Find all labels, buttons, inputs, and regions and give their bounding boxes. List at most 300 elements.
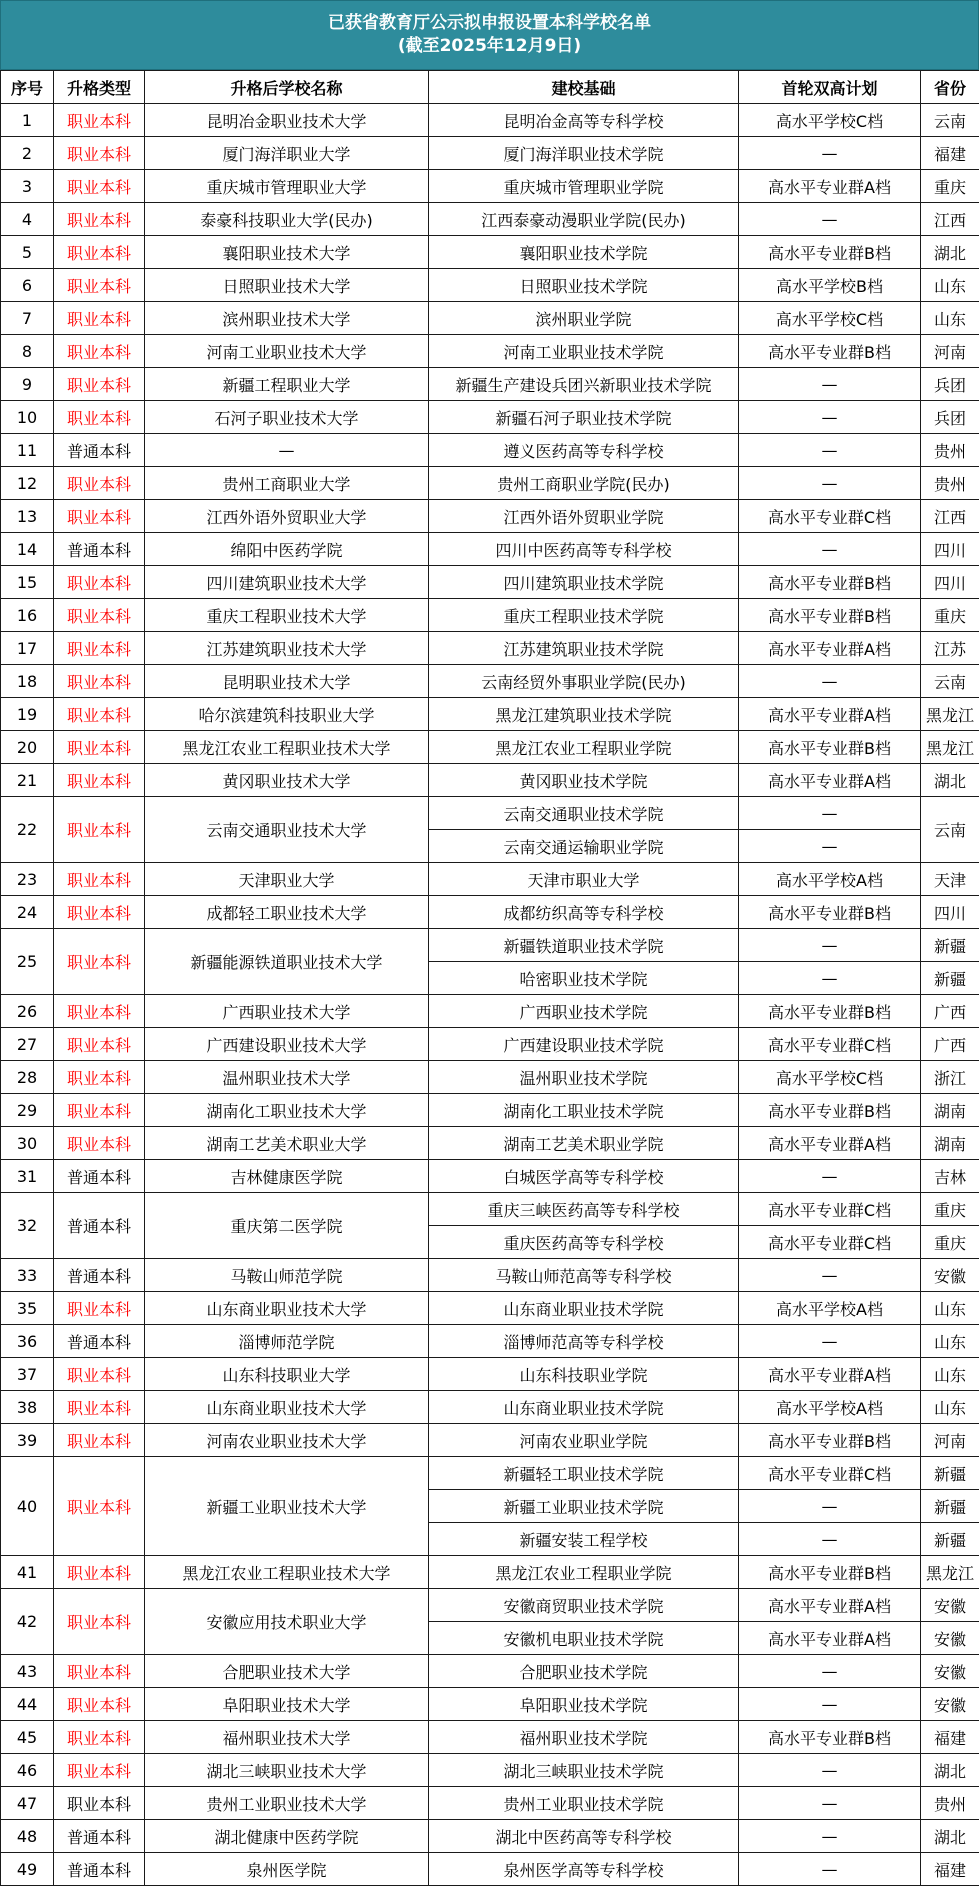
base-institution: 四川建筑职业技术学院 (429, 566, 739, 599)
base-institution: 淄博师范高等专科学校 (429, 1325, 739, 1358)
school-name: 泰豪科技职业大学(民办) (145, 203, 429, 236)
table-row (1, 1160, 979, 1193)
school-name: 黑龙江农业工程职业技术大学 (145, 1556, 429, 1589)
school-name: 贵州工商职业大学 (145, 467, 429, 500)
upgrade-type: 职业本科 (54, 1787, 145, 1820)
upgrade-type: 职业本科 (54, 1127, 145, 1160)
province: 安徽 (921, 1622, 979, 1655)
double-high-plan: — (739, 137, 921, 170)
school-name: 滨州职业技术大学 (145, 302, 429, 335)
province: 黑龙江 (921, 1556, 979, 1589)
base-institution: 江西泰豪动漫职业学院(民办) (429, 203, 739, 236)
table-row (1, 896, 979, 929)
province: 湖北 (921, 1820, 979, 1853)
table-row (1, 665, 979, 698)
row-number: 2 (1, 137, 54, 170)
double-high-plan: — (739, 1490, 921, 1523)
upgrade-type: 职业本科 (54, 929, 145, 995)
province: 河南 (921, 1424, 979, 1457)
upgrade-type: 职业本科 (54, 104, 145, 137)
school-name: 湖南化工职业技术大学 (145, 1094, 429, 1127)
school-name: 哈尔滨建筑科技职业大学 (145, 698, 429, 731)
school-name: 湖北三峡职业技术大学 (145, 1754, 429, 1787)
school-name: 绵阳中医药学院 (145, 533, 429, 566)
school-name: 黄冈职业技术大学 (145, 764, 429, 797)
table-row (1, 137, 979, 170)
base-institution: 新疆工业职业技术学院 (429, 1490, 739, 1523)
row-number: 6 (1, 269, 54, 302)
province: 福建 (921, 1853, 979, 1886)
base-institution: 重庆城市管理职业学院 (429, 170, 739, 203)
upgrade-type: 职业本科 (54, 1721, 145, 1754)
double-high-plan: 高水平专业群B档 (739, 995, 921, 1028)
province: 湖南 (921, 1094, 979, 1127)
province: 云南 (921, 665, 979, 698)
row-number: 5 (1, 236, 54, 269)
double-high-plan: — (739, 1655, 921, 1688)
school-name: 河南工业职业技术大学 (145, 335, 429, 368)
province: 贵州 (921, 434, 979, 467)
upgrade-type: 普通本科 (54, 1820, 145, 1853)
double-high-plan: — (739, 665, 921, 698)
row-number: 26 (1, 995, 54, 1028)
school-name: 山东科技职业大学 (145, 1358, 429, 1391)
double-high-plan: 高水平专业群B档 (739, 896, 921, 929)
province: 湖北 (921, 1754, 979, 1787)
upgrade-type: 职业本科 (54, 500, 145, 533)
school-name: 重庆第二医学院 (145, 1193, 429, 1259)
table-row (1, 1325, 979, 1358)
table-row (1, 599, 979, 632)
base-institution: 云南交通职业技术学院 (429, 797, 739, 830)
province: 山东 (921, 1325, 979, 1358)
upgrade-type: 职业本科 (54, 632, 145, 665)
double-high-plan: 高水平学校C档 (739, 1061, 921, 1094)
table-row (1, 533, 979, 566)
province: 云南 (921, 797, 979, 863)
school-name: 山东商业职业技术大学 (145, 1391, 429, 1424)
province: 云南 (921, 104, 979, 137)
title-banner (0, 0, 979, 70)
province: 广西 (921, 995, 979, 1028)
row-number: 12 (1, 467, 54, 500)
school-name: 吉林健康医学院 (145, 1160, 429, 1193)
province: 四川 (921, 896, 979, 929)
base-institution: 滨州职业学院 (429, 302, 739, 335)
table-row (1, 1193, 979, 1226)
double-high-plan: — (739, 962, 921, 995)
upgrade-type: 职业本科 (54, 368, 145, 401)
upgrade-type: 职业本科 (54, 236, 145, 269)
row-number: 27 (1, 1028, 54, 1061)
double-high-plan: 高水平专业群C档 (739, 1193, 921, 1226)
double-high-plan: — (739, 1853, 921, 1886)
base-institution: 福州职业技术学院 (429, 1721, 739, 1754)
table-row (1, 797, 979, 830)
table-row (1, 1556, 979, 1589)
double-high-plan: — (739, 1325, 921, 1358)
province: 天津 (921, 863, 979, 896)
row-number: 3 (1, 170, 54, 203)
upgrade-type: 普通本科 (54, 1853, 145, 1886)
row-number: 19 (1, 698, 54, 731)
upgrade-type: 职业本科 (54, 863, 145, 896)
double-high-plan: 高水平学校C档 (739, 104, 921, 137)
upgrade-type: 职业本科 (54, 1094, 145, 1127)
header-type: 升格类型 (54, 71, 145, 104)
upgrade-type: 普通本科 (54, 533, 145, 566)
table-row (1, 929, 979, 962)
row-number: 36 (1, 1325, 54, 1358)
school-name: 山东商业职业技术大学 (145, 1292, 429, 1325)
base-institution: 广西职业技术学院 (429, 995, 739, 1028)
upgrade-type: 职业本科 (54, 995, 145, 1028)
province: 山东 (921, 1292, 979, 1325)
school-name: 贵州工业职业技术大学 (145, 1787, 429, 1820)
row-number: 20 (1, 731, 54, 764)
school-name: 淄博师范学院 (145, 1325, 429, 1358)
row-number: 31 (1, 1160, 54, 1193)
table-row (1, 995, 979, 1028)
upgrade-type: 职业本科 (54, 1391, 145, 1424)
table-row (1, 1589, 979, 1622)
upgrade-type: 职业本科 (54, 467, 145, 500)
province: 新疆 (921, 1490, 979, 1523)
row-number: 30 (1, 1127, 54, 1160)
province: 山东 (921, 269, 979, 302)
school-name: 江西外语外贸职业大学 (145, 500, 429, 533)
row-number: 4 (1, 203, 54, 236)
province: 黑龙江 (921, 731, 979, 764)
school-name: 湖南工艺美术职业大学 (145, 1127, 429, 1160)
upgrade-type: 职业本科 (54, 1028, 145, 1061)
table-row (1, 335, 979, 368)
base-institution: 泉州医学高等专科学校 (429, 1853, 739, 1886)
base-institution: 黑龙江建筑职业技术学院 (429, 698, 739, 731)
school-name: 新疆工业职业技术大学 (145, 1457, 429, 1556)
row-number: 29 (1, 1094, 54, 1127)
table-row (1, 698, 979, 731)
row-number: 43 (1, 1655, 54, 1688)
base-institution: 山东科技职业学院 (429, 1358, 739, 1391)
double-high-plan: — (739, 929, 921, 962)
table-row (1, 1094, 979, 1127)
base-institution: 湖北三峡职业技术学院 (429, 1754, 739, 1787)
double-high-plan: — (739, 467, 921, 500)
base-institution: 厦门海洋职业技术学院 (429, 137, 739, 170)
province: 安徽 (921, 1259, 979, 1292)
table-row (1, 1127, 979, 1160)
table-row (1, 170, 979, 203)
double-high-plan: 高水平专业群A档 (739, 632, 921, 665)
row-number: 23 (1, 863, 54, 896)
base-institution: 白城医学高等专科学校 (429, 1160, 739, 1193)
table-row (1, 1754, 979, 1787)
header-province: 省份 (921, 71, 979, 104)
double-high-plan: 高水平专业群C档 (739, 1226, 921, 1259)
province: 新疆 (921, 929, 979, 962)
province: 安徽 (921, 1688, 979, 1721)
base-institution: 安徽商贸职业技术学院 (429, 1589, 739, 1622)
upgrade-type: 普通本科 (54, 434, 145, 467)
double-high-plan: 高水平专业群B档 (739, 599, 921, 632)
header-plan: 首轮双高计划 (739, 71, 921, 104)
double-high-plan: 高水平专业群B档 (739, 236, 921, 269)
table-row (1, 1688, 979, 1721)
base-institution: 重庆三峡医药高等专科学校 (429, 1193, 739, 1226)
upgrade-type: 职业本科 (54, 1358, 145, 1391)
school-name: 重庆城市管理职业大学 (145, 170, 429, 203)
school-name: 湖北健康中医药学院 (145, 1820, 429, 1853)
row-number: 1 (1, 104, 54, 137)
header-row (1, 71, 979, 104)
school-name: 新疆工程职业大学 (145, 368, 429, 401)
province: 福建 (921, 137, 979, 170)
base-institution: 昆明冶金高等专科学校 (429, 104, 739, 137)
upgrade-type: 职业本科 (54, 797, 145, 863)
base-institution: 重庆工程职业技术学院 (429, 599, 739, 632)
school-name: 福州职业技术大学 (145, 1721, 429, 1754)
school-name: 安徽应用技术职业大学 (145, 1589, 429, 1655)
row-number: 8 (1, 335, 54, 368)
base-institution: 天津市职业大学 (429, 863, 739, 896)
double-high-plan: — (739, 203, 921, 236)
row-number: 42 (1, 1589, 54, 1655)
province: 新疆 (921, 1523, 979, 1556)
upgrade-type: 普通本科 (54, 1160, 145, 1193)
province: 山东 (921, 1358, 979, 1391)
upgrade-type: 职业本科 (54, 401, 145, 434)
upgrade-type: 职业本科 (54, 302, 145, 335)
table-row (1, 302, 979, 335)
table-row (1, 500, 979, 533)
upgrade-type: 职业本科 (54, 698, 145, 731)
base-institution: 安徽机电职业技术学院 (429, 1622, 739, 1655)
school-name: 石河子职业技术大学 (145, 401, 429, 434)
school-name: 合肥职业技术大学 (145, 1655, 429, 1688)
double-high-plan: 高水平专业群A档 (739, 1622, 921, 1655)
double-high-plan: — (739, 1259, 921, 1292)
upgrade-type: 职业本科 (54, 1754, 145, 1787)
table-row (1, 1787, 979, 1820)
school-name: 四川建筑职业技术大学 (145, 566, 429, 599)
header-base: 建校基础 (429, 71, 739, 104)
row-number: 46 (1, 1754, 54, 1787)
title-line-2: (截至2025年12月9日) (397, 36, 582, 56)
row-number: 40 (1, 1457, 54, 1556)
double-high-plan: 高水平学校A档 (739, 1391, 921, 1424)
table-row (1, 1721, 979, 1754)
table-row (1, 1292, 979, 1325)
table-row (1, 1853, 979, 1886)
double-high-plan: — (739, 797, 921, 830)
double-high-plan: 高水平学校A档 (739, 863, 921, 896)
school-name: 温州职业技术大学 (145, 1061, 429, 1094)
row-number: 11 (1, 434, 54, 467)
base-institution: 温州职业技术学院 (429, 1061, 739, 1094)
row-number: 41 (1, 1556, 54, 1589)
header-school: 升格后学校名称 (145, 71, 429, 104)
upgrade-type: 普通本科 (54, 1193, 145, 1259)
table-row (1, 236, 979, 269)
base-institution: 江西外语外贸职业学院 (429, 500, 739, 533)
upgrade-type: 职业本科 (54, 1424, 145, 1457)
base-institution: 湖南化工职业技术学院 (429, 1094, 739, 1127)
province: 河南 (921, 335, 979, 368)
base-institution: 哈密职业技术学院 (429, 962, 739, 995)
province: 湖北 (921, 764, 979, 797)
double-high-plan: 高水平专业群A档 (739, 698, 921, 731)
school-name: 重庆工程职业技术大学 (145, 599, 429, 632)
base-institution: 新疆铁道职业技术学院 (429, 929, 739, 962)
upgrade-type: 职业本科 (54, 170, 145, 203)
upgrade-type: 职业本科 (54, 764, 145, 797)
upgrade-type: 职业本科 (54, 269, 145, 302)
base-institution: 云南经贸外事职业学院(民办) (429, 665, 739, 698)
base-institution: 马鞍山师范高等专科学校 (429, 1259, 739, 1292)
base-institution: 新疆轻工职业技术学院 (429, 1457, 739, 1490)
base-institution: 湖南工艺美术职业学院 (429, 1127, 739, 1160)
school-name: 马鞍山师范学院 (145, 1259, 429, 1292)
row-number: 22 (1, 797, 54, 863)
school-name: 襄阳职业技术大学 (145, 236, 429, 269)
province: 浙江 (921, 1061, 979, 1094)
province: 江西 (921, 203, 979, 236)
row-number: 15 (1, 566, 54, 599)
base-institution: 黑龙江农业工程职业学院 (429, 1556, 739, 1589)
province: 兵团 (921, 401, 979, 434)
school-name: 江苏建筑职业技术大学 (145, 632, 429, 665)
double-high-plan: 高水平专业群C档 (739, 1457, 921, 1490)
row-number: 16 (1, 599, 54, 632)
province: 江苏 (921, 632, 979, 665)
school-name: 广西职业技术大学 (145, 995, 429, 1028)
double-high-plan: 高水平专业群A档 (739, 1358, 921, 1391)
base-institution: 黄冈职业技术学院 (429, 764, 739, 797)
table-row (1, 1424, 979, 1457)
school-name: 成都轻工职业技术大学 (145, 896, 429, 929)
upgrade-type: 职业本科 (54, 1292, 145, 1325)
row-number: 38 (1, 1391, 54, 1424)
school-name: 泉州医学院 (145, 1853, 429, 1886)
row-number: 37 (1, 1358, 54, 1391)
double-high-plan: 高水平学校C档 (739, 302, 921, 335)
table-row (1, 1457, 979, 1490)
upgrade-type: 职业本科 (54, 203, 145, 236)
double-high-plan: — (739, 1688, 921, 1721)
row-number: 18 (1, 665, 54, 698)
upgrade-type: 职业本科 (54, 1589, 145, 1655)
row-number: 28 (1, 1061, 54, 1094)
base-institution: 合肥职业技术学院 (429, 1655, 739, 1688)
row-number: 47 (1, 1787, 54, 1820)
province: 安徽 (921, 1655, 979, 1688)
table-row (1, 401, 979, 434)
base-institution: 遵义医药高等专科学校 (429, 434, 739, 467)
table-row (1, 1391, 979, 1424)
base-institution: 黑龙江农业工程职业学院 (429, 731, 739, 764)
province: 新疆 (921, 962, 979, 995)
table-row (1, 467, 979, 500)
base-institution: 云南交通运输职业学院 (429, 830, 739, 863)
table-row (1, 368, 979, 401)
row-number: 25 (1, 929, 54, 995)
province: 江西 (921, 500, 979, 533)
table-row (1, 764, 979, 797)
table-row (1, 203, 979, 236)
table-row (1, 863, 979, 896)
table-row (1, 104, 979, 137)
row-number: 49 (1, 1853, 54, 1886)
double-high-plan: — (739, 434, 921, 467)
table-row (1, 731, 979, 764)
base-institution: 江苏建筑职业技术学院 (429, 632, 739, 665)
double-high-plan: 高水平专业群B档 (739, 1556, 921, 1589)
base-institution: 贵州工商职业学院(民办) (429, 467, 739, 500)
base-institution: 日照职业技术学院 (429, 269, 739, 302)
row-number: 33 (1, 1259, 54, 1292)
province: 贵州 (921, 467, 979, 500)
base-institution: 河南工业职业技术学院 (429, 335, 739, 368)
table-row (1, 1028, 979, 1061)
province: 吉林 (921, 1160, 979, 1193)
double-high-plan: 高水平学校B档 (739, 269, 921, 302)
upgrade-type: 职业本科 (54, 665, 145, 698)
base-institution: 山东商业职业技术学院 (429, 1391, 739, 1424)
header-no: 序号 (1, 71, 54, 104)
double-high-plan: — (739, 1787, 921, 1820)
school-name: 天津职业大学 (145, 863, 429, 896)
row-number: 45 (1, 1721, 54, 1754)
table-row (1, 1820, 979, 1853)
province: 福建 (921, 1721, 979, 1754)
double-high-plan: 高水平专业群B档 (739, 1721, 921, 1754)
row-number: 14 (1, 533, 54, 566)
table-row (1, 566, 979, 599)
double-high-plan: 高水平专业群A档 (739, 1589, 921, 1622)
school-name: 厦门海洋职业大学 (145, 137, 429, 170)
province: 山东 (921, 1391, 979, 1424)
table-row (1, 434, 979, 467)
school-name: 日照职业技术大学 (145, 269, 429, 302)
school-name: 阜阳职业技术大学 (145, 1688, 429, 1721)
school-name: 黑龙江农业工程职业技术大学 (145, 731, 429, 764)
school-name: 新疆能源铁道职业技术大学 (145, 929, 429, 995)
province: 重庆 (921, 599, 979, 632)
school-name: 河南农业职业技术大学 (145, 1424, 429, 1457)
province: 湖北 (921, 236, 979, 269)
row-number: 35 (1, 1292, 54, 1325)
upgrade-type: 职业本科 (54, 896, 145, 929)
double-high-plan: 高水平专业群C档 (739, 1028, 921, 1061)
upgrade-type: 职业本科 (54, 1688, 145, 1721)
double-high-plan: 高水平专业群A档 (739, 764, 921, 797)
double-high-plan: 高水平专业群A档 (739, 170, 921, 203)
row-number: 10 (1, 401, 54, 434)
double-high-plan: 高水平专业群B档 (739, 1424, 921, 1457)
base-institution: 贵州工业职业技术学院 (429, 1787, 739, 1820)
base-institution: 新疆安装工程学校 (429, 1523, 739, 1556)
province: 安徽 (921, 1589, 979, 1622)
upgrade-type: 职业本科 (54, 731, 145, 764)
base-institution: 山东商业职业技术学院 (429, 1292, 739, 1325)
province: 广西 (921, 1028, 979, 1061)
base-institution: 湖北中医药高等专科学校 (429, 1820, 739, 1853)
base-institution: 襄阳职业技术学院 (429, 236, 739, 269)
double-high-plan: 高水平学校A档 (739, 1292, 921, 1325)
base-institution: 新疆石河子职业技术学院 (429, 401, 739, 434)
row-number: 13 (1, 500, 54, 533)
